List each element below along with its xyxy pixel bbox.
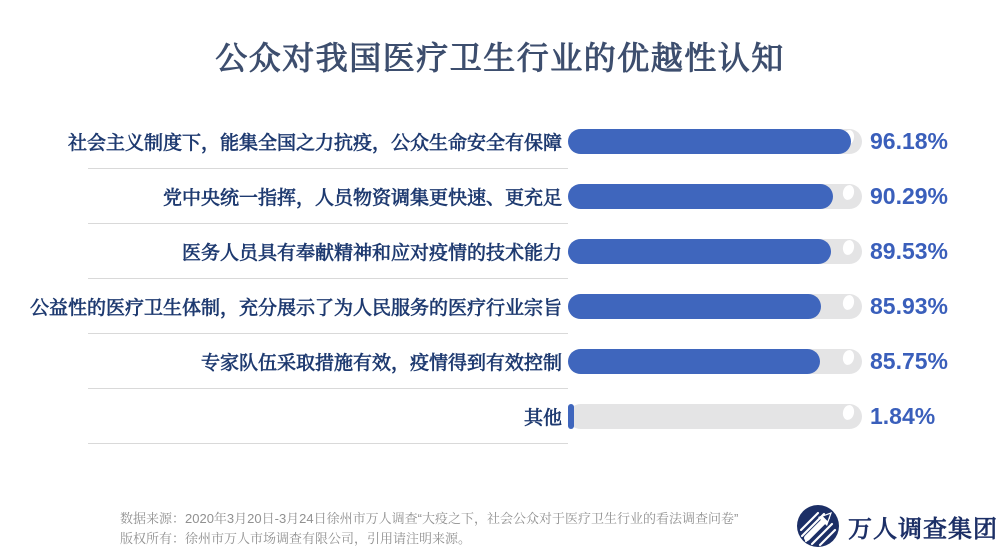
chart-row — [0, 169, 1000, 224]
logo-text: 万人调查集团 — [848, 515, 998, 543]
horizontal-bar-chart — [0, 114, 1000, 444]
bar-track — [568, 184, 862, 209]
data-source-note: 数据来源：2020年3月20日-3月24日徐州市万人调查“大疫之下，社会公众对于医疗卫生行业的看法调查问卷” — [120, 511, 739, 526]
bar-track — [568, 129, 862, 154]
bar-value: 1.84% — [870, 403, 936, 429]
track-highlight-dot — [842, 239, 856, 256]
bar-fill — [568, 404, 574, 429]
bar-label: 医务人员具有奉献精神和应对疫情的技术能力 — [181, 243, 562, 264]
bar-label: 其他 — [523, 408, 562, 429]
row-divider — [88, 443, 568, 444]
infographic-page — [0, 38, 1000, 550]
chart-row — [0, 334, 1000, 389]
bar-fill — [568, 349, 820, 374]
company-logo — [796, 504, 998, 548]
bar-fill — [568, 129, 851, 154]
copyright-note: 版权所有：徐州市万人市场调查有限公司，引用请注明来源。 — [120, 531, 472, 546]
bar-fill — [568, 294, 821, 319]
bar-label: 专家队伍采取措施有效，疫情得到有效控制 — [200, 353, 562, 374]
bar-label: 公益性的医疗卫生体制，充分展示了为人民服务的医疗行业宗旨 — [29, 298, 562, 319]
track-highlight-dot — [842, 349, 856, 366]
chart-row — [0, 224, 1000, 279]
track-highlight-dot — [842, 404, 856, 421]
bar-value: 96.18% — [870, 128, 949, 154]
bar-track — [568, 239, 862, 264]
bar-fill — [568, 239, 831, 264]
bar-value: 90.29% — [870, 183, 949, 209]
bar-value: 85.93% — [870, 293, 949, 319]
track-highlight-dot — [842, 184, 856, 201]
chart-row — [0, 389, 1000, 444]
bar-fill — [568, 184, 833, 209]
chart-title: 公众对我国医疗卫生行业的优越性认知 — [215, 40, 785, 76]
chart-row — [0, 114, 1000, 169]
bar-track — [568, 294, 862, 319]
bar-label: 党中央统一指挥，人员物资调集更快速、更充足 — [162, 188, 562, 209]
footer-notes — [120, 509, 738, 549]
bar-track — [568, 349, 862, 374]
striped-globe-arrow-icon — [796, 504, 840, 548]
bar-value: 89.53% — [870, 238, 949, 264]
bar-track — [568, 404, 862, 429]
chart-row — [0, 279, 1000, 334]
bar-value: 85.75% — [870, 348, 949, 374]
track-highlight-dot — [842, 294, 856, 311]
bar-label: 社会主义制度下，能集全国之力抗疫，公众生命安全有保障 — [67, 133, 562, 154]
